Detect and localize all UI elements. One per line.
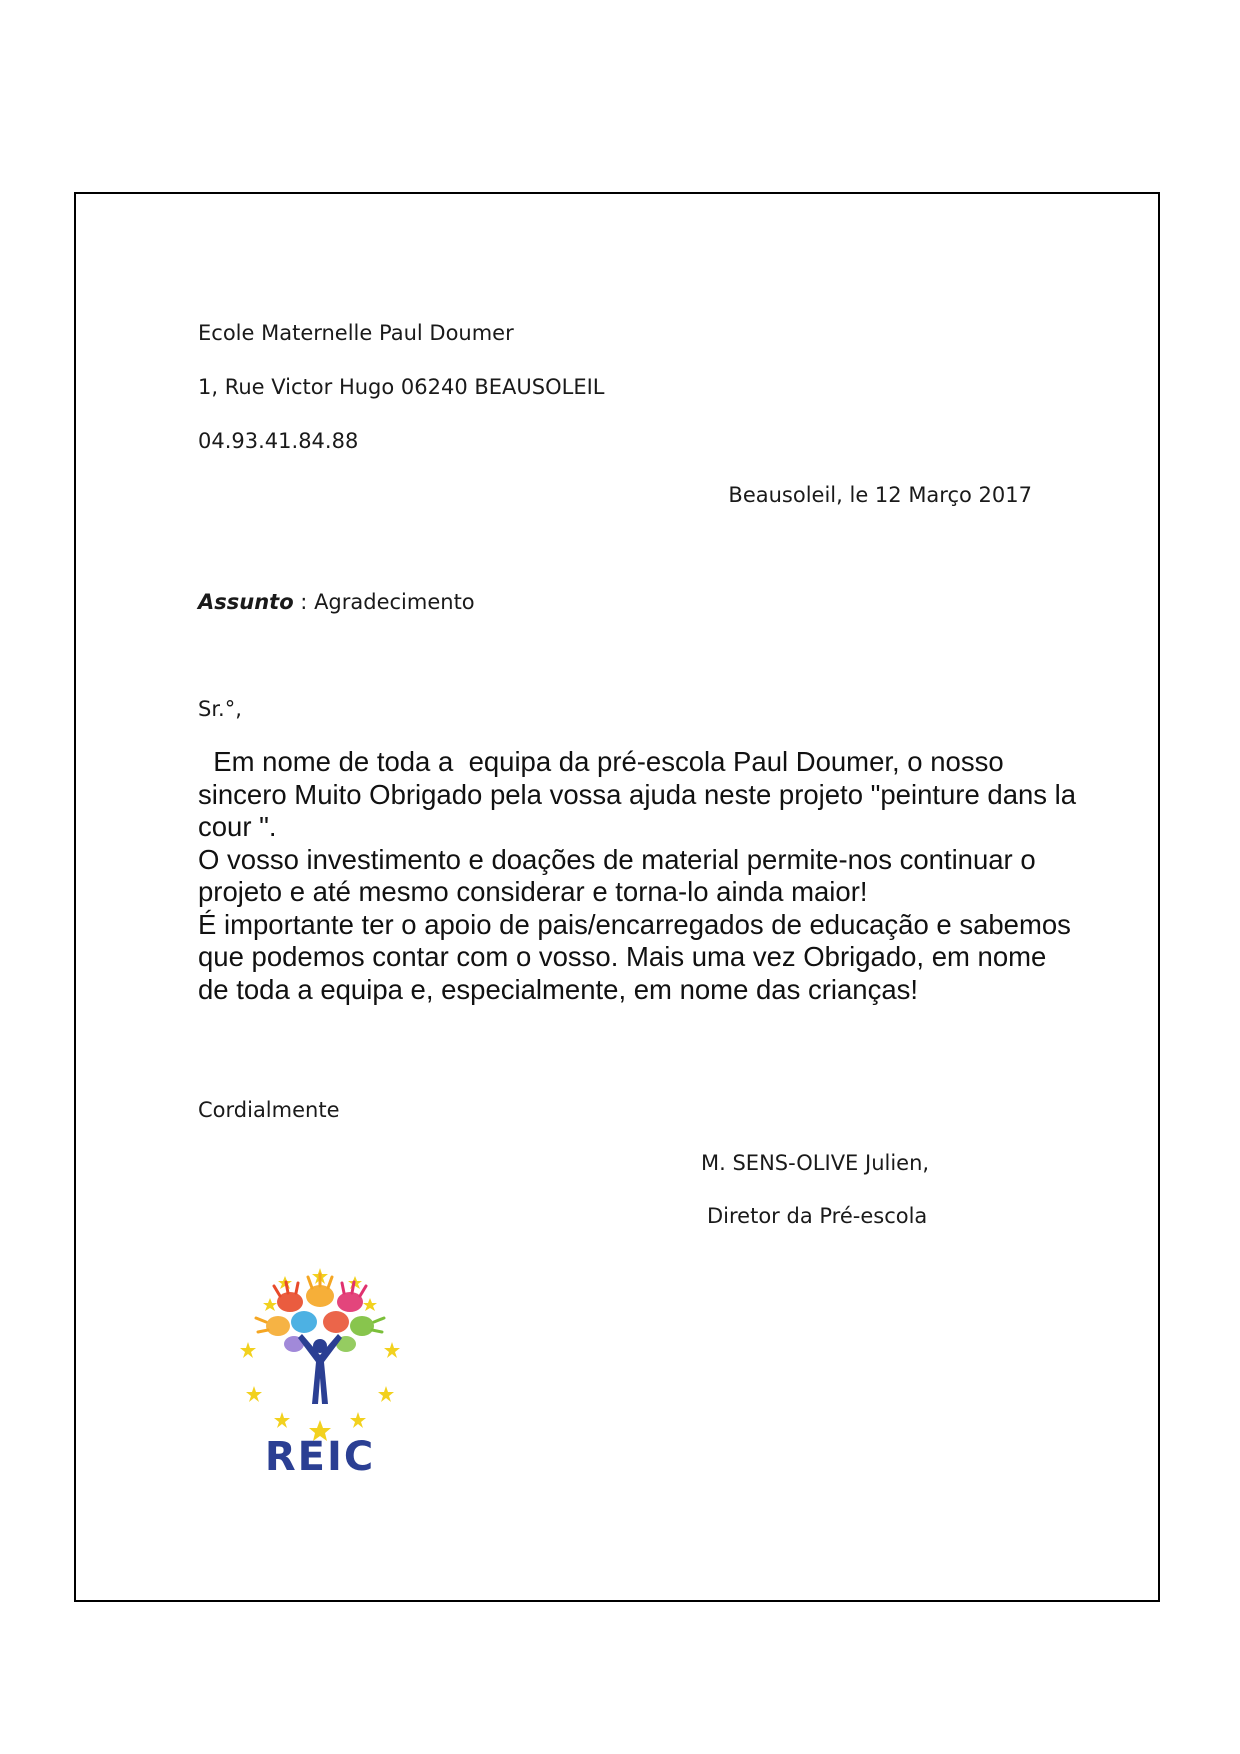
child-figure-icon — [298, 1334, 342, 1404]
school-name: Ecole Maternelle Paul Doumer — [198, 321, 514, 345]
closing: Cordialmente — [198, 1098, 340, 1122]
body-paragraph: O vosso investimento e doações de material permite-nos continuar o projeto e até mesmo considerar e torna-lo ainda maior! — [198, 843, 1036, 907]
letter-body — [198, 746, 1084, 1006]
reic-logo — [230, 1262, 410, 1482]
subject-separator: : — [293, 590, 315, 614]
school-address: 1, Rue Victor Hugo 06240 BEAUSOLEIL — [198, 375, 605, 399]
body-paragraph: Em nome de toda a equipa da pré-escola Paul Doumer, o nosso sincero Muito Obrigado pela vossa ajuda neste projeto "peinture dans la cour ". — [198, 746, 1084, 842]
signer-title: Diretor da Pré-escola — [707, 1204, 928, 1228]
place-date: Beausoleil, le 12 Março 2017 — [728, 483, 1032, 507]
subject-label: Assunto — [198, 590, 294, 614]
school-phone: 04.93.41.84.88 — [198, 429, 359, 453]
body-paragraph: É importante ter o apoio de pais/encarregados de educação e sabemos que podemos contar com o vosso. Mais uma vez Obrigado, em nome de toda a equipa e, especialmente, em nome das crianças! — [198, 908, 1071, 1005]
reic-logo-graphic — [230, 1262, 410, 1482]
subject-value: Agradecimento — [314, 590, 475, 614]
salutation: Sr.°, — [198, 697, 242, 721]
signer-name: M. SENS-OLIVE Julien, — [701, 1151, 930, 1175]
logo-text: REIC — [264, 1434, 376, 1480]
subject-line — [198, 589, 475, 615]
